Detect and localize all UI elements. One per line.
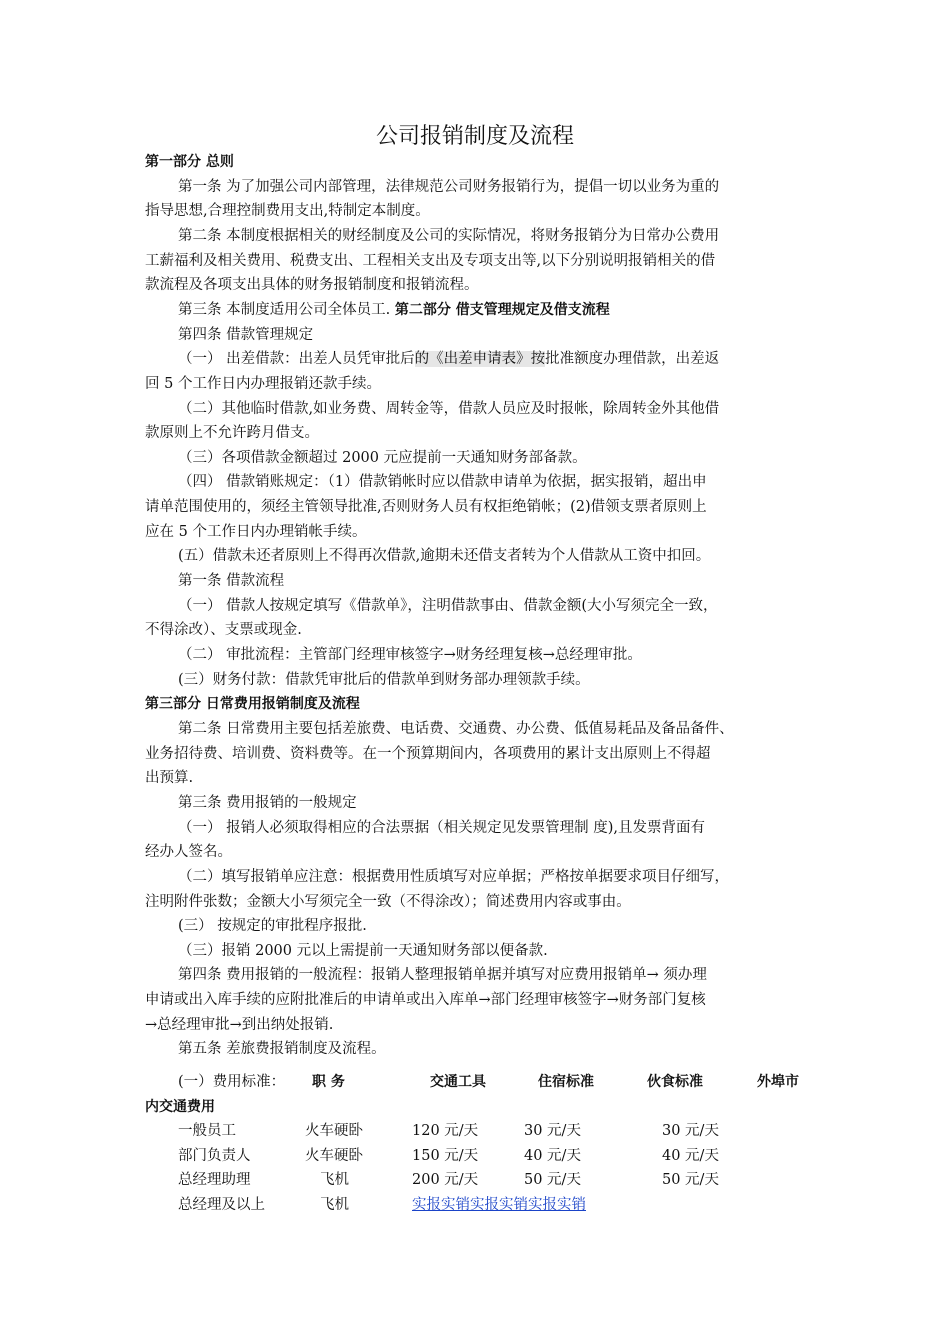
table-prefix: (一）费用标准：: [178, 1074, 286, 1090]
section-heading: 第一部分 总则: [145, 154, 234, 170]
text-line: 经办人签名。: [145, 844, 232, 861]
text-span: 第二部分 借支管理规定及借支流程: [394, 301, 610, 318]
text-line: 指导思想,合理控制费用支出,特制定本制度。: [145, 203, 430, 220]
table-cell: 200 元/天: [412, 1172, 479, 1188]
table-cell: 一般员工: [178, 1123, 236, 1139]
text-line: 注明附件张数；金额大小写须完全一致（不得涂改）；简述费用内容或事由。: [145, 893, 631, 910]
table-cell: 火车硬卧: [305, 1123, 363, 1139]
table-cell: 飞机: [320, 1172, 349, 1188]
table-header: 伙食标准: [647, 1074, 703, 1090]
text-line: →总经理审批→到出纳处报销.: [145, 1016, 334, 1033]
text-line: （一） 借款人按规定填写《借款单》，注明借款事由、借款金额(大小写须完全一致，: [178, 597, 718, 614]
section-heading: 第三部分 日常费用报销制度及流程: [145, 696, 360, 713]
text-line: [178, 298, 843, 323]
text-line: 回 5 个工作日内办理报销还款手续。: [145, 375, 381, 392]
table-cell: 火车硬卧: [305, 1147, 363, 1164]
text-line: 第二条 本制度根据相关的财经制度及公司的实际情况，将财务报销分为日常办公费用: [178, 227, 720, 244]
text-span: 第三条 本制度适用公司全体员工.: [178, 301, 395, 318]
table-cell: 总经理及以上: [178, 1196, 265, 1213]
table-header: 住宿标准: [538, 1074, 594, 1090]
text-line: 第一条 借款流程: [178, 573, 285, 590]
text-line: 第二条 日常费用主要包括差旅费、电话费、交通费、办公费、低值易耗品及备品备件、: [178, 720, 734, 737]
table-cell: 40 元/天: [524, 1147, 581, 1164]
table-cell: 总经理助理: [178, 1172, 251, 1188]
table-cell: 50 元/天: [524, 1172, 581, 1188]
text-line: （二） 审批流程：主管部门经理审核签字→财务经理复核→总经理审批。: [178, 647, 642, 663]
page-title: 公司报销制度及流程: [375, 124, 574, 149]
text-line: 应在 5 个工作日内办理销帐手续。: [145, 523, 367, 540]
text-line: 第四条 费用报销的一般流程：报销人整理报销单据并填写对应费用报销单→ 须办理: [178, 967, 707, 984]
table-cell: 150 元/天: [412, 1147, 479, 1164]
table-header: 外埠市: [757, 1074, 799, 1090]
text-line: (五）借款未还者原则上不得再次借款,逾期未还借支者转为个人借款从工资中扣回。: [178, 548, 711, 565]
table-header: 职 务: [312, 1074, 345, 1090]
text-line: 第三条 费用报销的一般规定: [178, 794, 357, 811]
table-header: 交通工具: [430, 1074, 486, 1090]
text-span: （一） 出差借款：出差人员凭审批后: [178, 351, 415, 368]
text-line: （四） 借款销账规定：（1）借款销帐时应以借款申请单为依据，据实报销，超出申: [178, 474, 707, 491]
text-line: （三）各项借款金额超过 2000 元应提前一天通知财务部备款。: [178, 449, 587, 466]
text-line: (三） 按规定的审批程序报批.: [178, 918, 367, 935]
table-cell: 部门负责人: [178, 1147, 251, 1164]
reimburse-link[interactable]: 实报实销实报实销实报实销: [412, 1196, 586, 1213]
text-line: 不得涂改）、支票或现金.: [145, 622, 302, 639]
text-line: [178, 347, 843, 372]
text-line: 业务招待费、培训费、资料费等。在一个预算期间内，各项费用的累计支出原则上不得超: [145, 745, 711, 762]
text-span: 的《出差申请表》按: [414, 351, 546, 368]
text-line: 工薪福利及相关费用、税费支出、工程相关支出及专项支出等,以下分别说明报销相关的借: [145, 252, 716, 269]
text-line: 申请或出入库手续的应附批准后的申请单或出入库单→部门经理审核签字→财务部门复核: [145, 992, 706, 1009]
text-line: 出预算.: [145, 770, 194, 787]
text-line: 第四条 借款管理规定: [178, 326, 314, 343]
text-line: （三）报销 2000 元以上需提前一天通知财务部以便备款.: [178, 942, 548, 959]
table-cell: 120 元/天: [412, 1123, 479, 1139]
table-cell: 30 元/天: [662, 1123, 719, 1139]
table-header-wrap: 内交通费用: [145, 1098, 215, 1115]
text-span: 批准额度办理借款，出差返: [545, 351, 720, 368]
text-line: 款原则上不允许跨月借支。: [145, 425, 319, 442]
text-line: （二）填写报销单应注意：根据费用性质填写对应单据；严格按单据要求项目仔细写，: [178, 868, 729, 885]
text-line: （一） 报销人必须取得相应的合法票据（相关规定见发票管理制 度),且发票背面有: [178, 819, 705, 836]
text-line: 款流程及各项支出具体的财务报销制度和报销流程。: [145, 277, 479, 294]
table-cell: 50 元/天: [662, 1172, 719, 1188]
text-line: (三）财务付款：借款凭审批后的借款单到财务部办理领款手续。: [178, 671, 590, 688]
text-line: 请单范围使用的，须经主管领导批准,否则财务人员有权拒绝销帐；(2)借领支票者原则上: [145, 499, 707, 516]
table-cell: 40 元/天: [662, 1147, 719, 1164]
text-line: （二）其他临时借款,如业务费、周转金等，借款人员应及时报帐，除周转金外其他借: [178, 400, 720, 417]
table-cell: 30 元/天: [524, 1123, 581, 1139]
table-cell: 飞机: [320, 1196, 349, 1213]
text-line: 第五条 差旅费报销制度及流程。: [178, 1041, 386, 1058]
text-line: 第一条 为了加强公司内部管理，法律规范公司财务报销行为，提倡一切以业务为重的: [178, 178, 720, 195]
